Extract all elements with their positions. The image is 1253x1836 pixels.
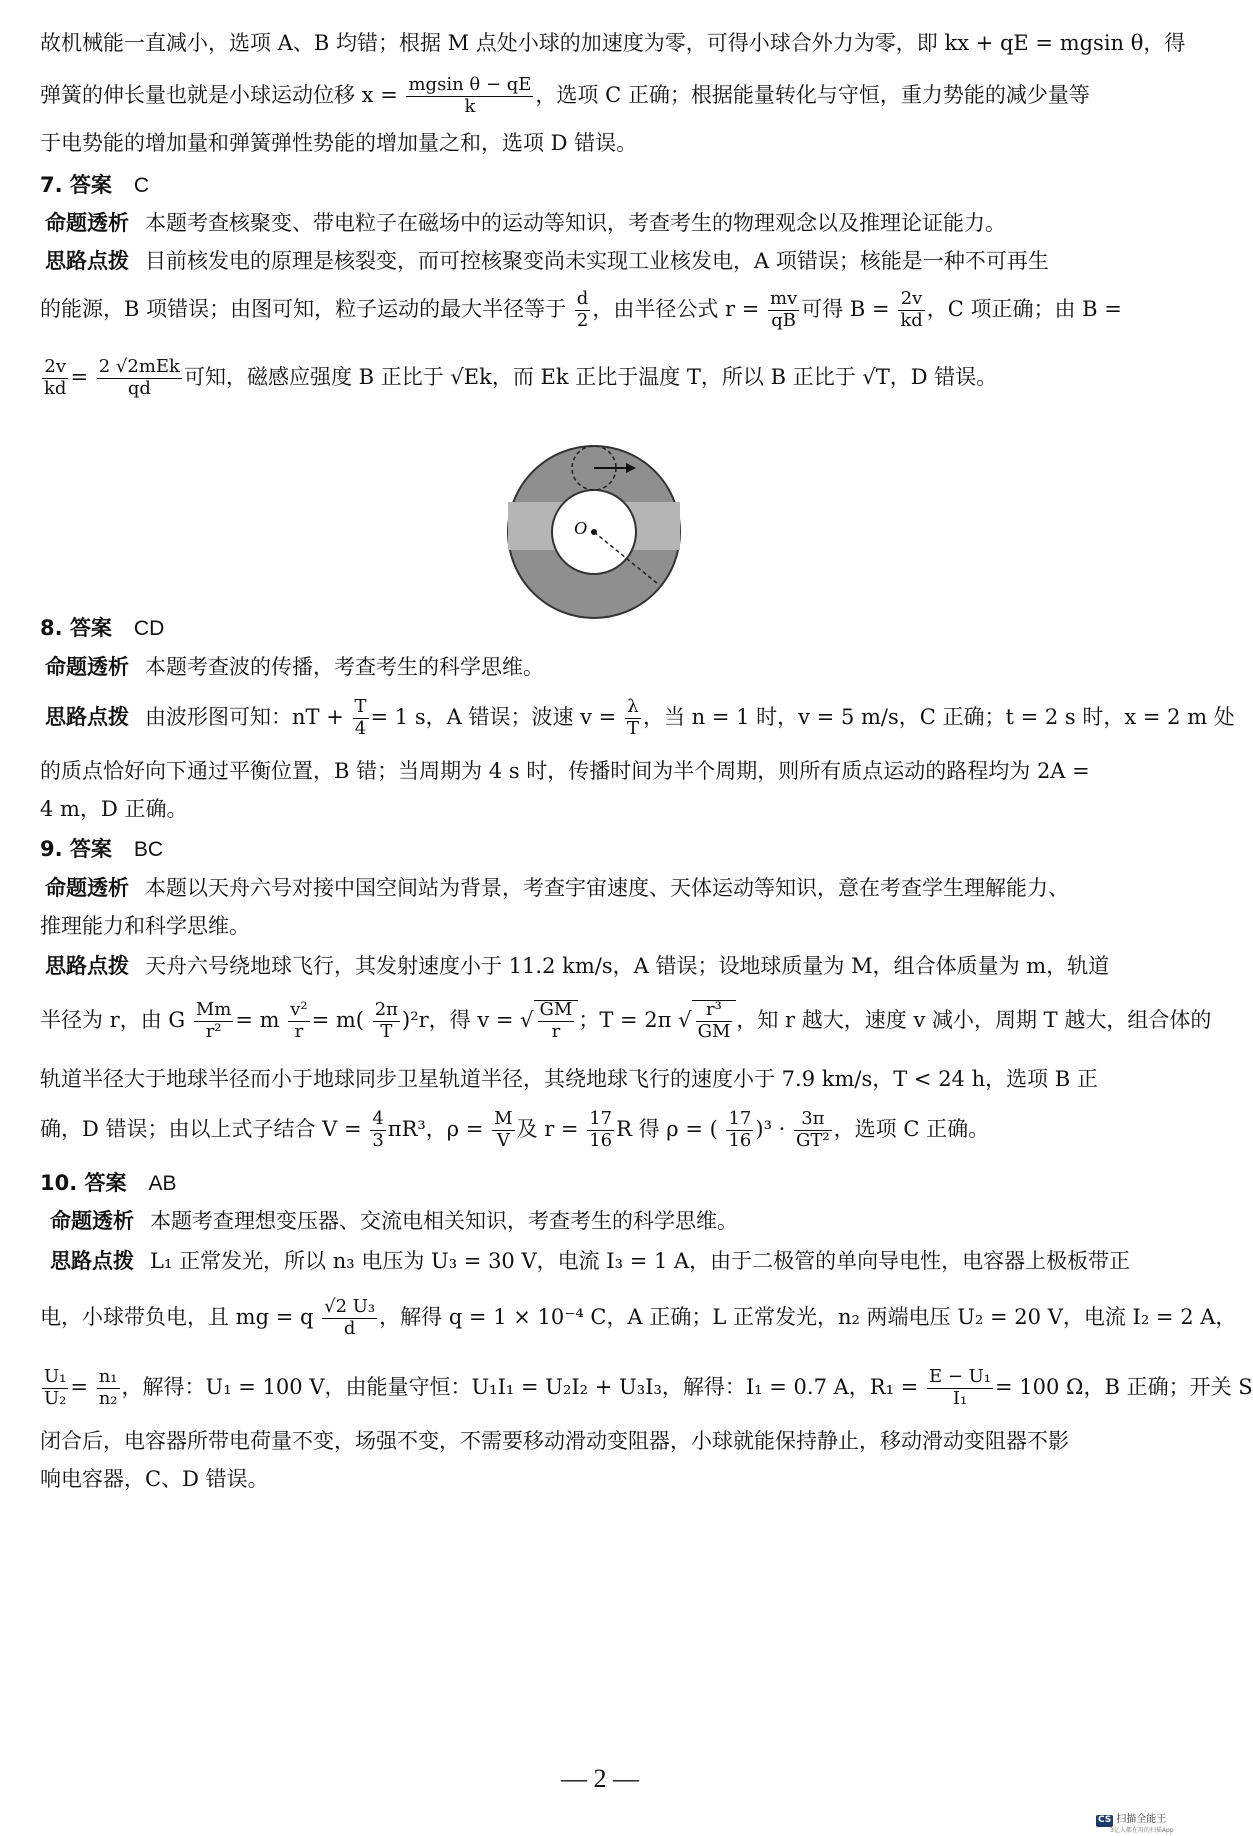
q8-hint-line-3: 4 m，D 正确。 [40,797,188,821]
fraction: $\frac{d}{2}$ [576,288,589,331]
q8-hint-line-2: 的质点恰好向下通过平衡位置，B 错；当周期为 4 s 时，传播时间为半个周期，则所有质点运动的路程均为 2A = [40,759,1090,783]
q9-answer: 9. 答案 BC [40,837,164,861]
fraction: $\frac{\text{2 √2mEk}}{qd}$ [98,356,180,399]
page-number: — 2 — [561,1764,639,1793]
fraction: $\frac{GM}{r}$ [539,999,573,1042]
q7-answer: 7. 答案 C [40,173,150,197]
fraction: $\frac{3\pi}{\text{GT²}}$ [796,1108,830,1151]
fraction: $\frac{mv}{qB}$ [770,288,798,331]
q10-hint-line-2: 电，小球带负电，且 mg = q $\frac{\text{√2 U₃}}{d}$ ，解得 q = 1 × 10⁻⁴ C，A 正确；L 正常发光，n₂ 两端电压 U₂ = 20 V，电流 I₂ = 2 A， [40,1296,1237,1339]
fraction: $\frac{17}{16}$ [589,1108,613,1151]
fraction: $\frac{\text{U₁}}{\text{U₂}}$ [44,1366,67,1409]
intro-line-3: 于电势能的增加量和弹簧弹性势能的增加量之和，选项 D 错误。 [40,131,638,155]
q9-hint-line-4: 确，D 错误；由以上式子结合 V = $\frac{4}{3}$ πR³，ρ = $\frac{M}{V}$ 及 r = $\frac{17}{16}$ R 得 ρ = ( $\frac{17}{16}$ )³ · $\frac{3\pi}{\text{GT²}}$ ，选项 C 正确。 [40,1108,990,1151]
q7-hint-line-3: $\frac{2v}{kd}$ = $\frac{\text{2 √2mEk}}{qd}$ 可知，磁感应强度 B 正比于 √Ek，而 Ek 正比于温度 T，所以 B 正比于 √T，D 错误。 [44,356,998,399]
fraction: $\frac{\text{√2 U₃}}{d}$ [324,1296,376,1339]
fraction: $\frac{4}{3}$ [372,1108,384,1151]
fraction: $\frac{\text{mgsin θ − qE}}{k}$ [408,74,532,117]
scanner-app-logo: CS 扫描全能王 [1098,1814,1167,1825]
fraction: $\frac{17}{16}$ [728,1108,752,1151]
center-label: O [574,518,587,538]
q8-answer: 8. 答案 CD [40,616,165,640]
fraction: $\frac{Mm}{\text{r²}}$ [195,999,232,1042]
fraction: $\frac{\text{r³}}{GM}$ [697,999,731,1042]
q8-hint-line-1: 思路点拨 由波形图可知：nT + $\frac{T}{4}$ = 1 s，A 错误；波速 v = $\frac{\lambda}{T}$ ，当 n = 1 时，v = 5 m/s，C 正确；t = 2 s 时，x = 2 m 处 [45,696,1235,739]
q7-analysis: 命题透析 本题考查核聚变、带电粒子在磁场中的运动等知识，考查考生的物理观念以及推理论证能力。 [45,211,1006,235]
q7-hint-line-1: 思路点拨 目前核发电的原理是核裂变，而可控核聚变尚未实现工业核发电，A 项错误；核能是一种不可再生 [45,249,1049,273]
q10-hint-line-5: 响电容器，C、D 错误。 [40,1467,269,1491]
fraction: $\frac{2v}{kd}$ [44,356,67,399]
fraction: $\frac{T}{4}$ [354,696,367,739]
q10-analysis: 命题透析 本题考查理想变压器、交流电相关知识，考查考生的科学思维。 [50,1209,738,1233]
q8-analysis: 命题透析 本题考查波的传播，考查考生的科学思维。 [45,655,544,679]
q9-hint-line-1: 思路点拨 天舟六号绕地球飞行，其发射速度小于 11.2 km/s，A 错误；设地球质量为 M，组合体质量为 m，轨道 [45,954,1110,978]
fraction: $\frac{\text{E − U₁}}{\text{I₁}}$ [928,1366,992,1409]
intro-line-1: 故机械能一直减小，选项 A、B 均错；根据 M 点处小球的加速度为零，可得小球合外力为零，即 kx + qE = mgsin θ，得 [40,31,1186,55]
q9-hint-line-3: 轨道半径大于地球半径而小于地球同步卫星轨道半径，其绕地球飞行的速度小于 7.9 km/s，T < 24 h，选项 B 正 [40,1067,1098,1091]
scanner-app-tagline: 3亿人都在用的扫描App [1110,1827,1174,1834]
q7-hint-line-2: 的能源，B 项错误；由图可知，粒子运动的最大半径等于 $\frac{d}{2}$ ，由半径公式 r = $\frac{mv}{qB}$ 可得 B = $\frac{2v}{kd}$ ，C 项正确；由 B = [40,288,1122,331]
q9-analysis-line-2: 推理能力和科学思维。 [40,914,250,938]
q9-hint-line-2: 半径为 r，由 G $\frac{Mm}{\text{r²}}$ = m $\frac{\text{v²}}{r}$ = m( $\frac{2\pi}{T}$ )²r，得 v = √ $\frac{GM}{r}$ ；T = 2π √ $\frac{\text{r³}}{GM}$ ，知 r 越大，速度 v 减小，周期 T 越大，组合体的 [40,999,1212,1042]
intro-line-2: 弹簧的伸长量也就是小球运动位移 x = $\frac{\text{mgsin θ − qE}}{k}$ ，选项 C 正确；根据能量转化与守恒，重力势能的减少量等 [40,74,1090,117]
q10-hint-line-1: 思路点拨 L₁ 正常发光，所以 n₃ 电压为 U₃ = 30 V，电流 I₃ = 1 A，由于二极管的单向导电性，电容器上极板带正 [50,1249,1131,1273]
fraction: $\frac{\lambda}{T}$ [626,696,639,739]
app-icon: CS [1098,1815,1112,1825]
q9-analysis-line-1: 命题透析 本题以天舟六号对接中国空间站为背景，考查宇宙速度、天体运动等知识，意在考查学生理解能力、 [45,876,1069,900]
q10-answer: 10. 答案 AB [40,1171,177,1195]
fraction: $\frac{2\pi}{T}$ [374,999,398,1042]
fraction: $\frac{M}{V}$ [494,1108,513,1151]
q10-hint-line-4: 闭合后，电容器所带电荷量不变，场强不变，不需要移动滑动变阻器，小球就能保持静止，移动滑动变阻器不影 [40,1429,1069,1453]
fraction: $\frac{\text{n₁}}{\text{n₂}}$ [98,1366,118,1409]
fraction: $\frac{\text{v²}}{r}$ [290,999,308,1042]
fraction: $\frac{2v}{kd}$ [900,288,923,331]
q10-hint-line-3: $\frac{\text{U₁}}{\text{U₂}}$ = $\frac{\text{n₁}}{\text{n₂}}$ ，解得：U₁ = 100 V，由能量守恒：U₁I₁ = U₂I₂ + U₃I₃，解得：I₁ = 0.7 A，R₁ = $\frac{\text{E − U₁}}{\text{I₁}}$ = 100 Ω，B 正确；开关 S [44,1366,1253,1409]
